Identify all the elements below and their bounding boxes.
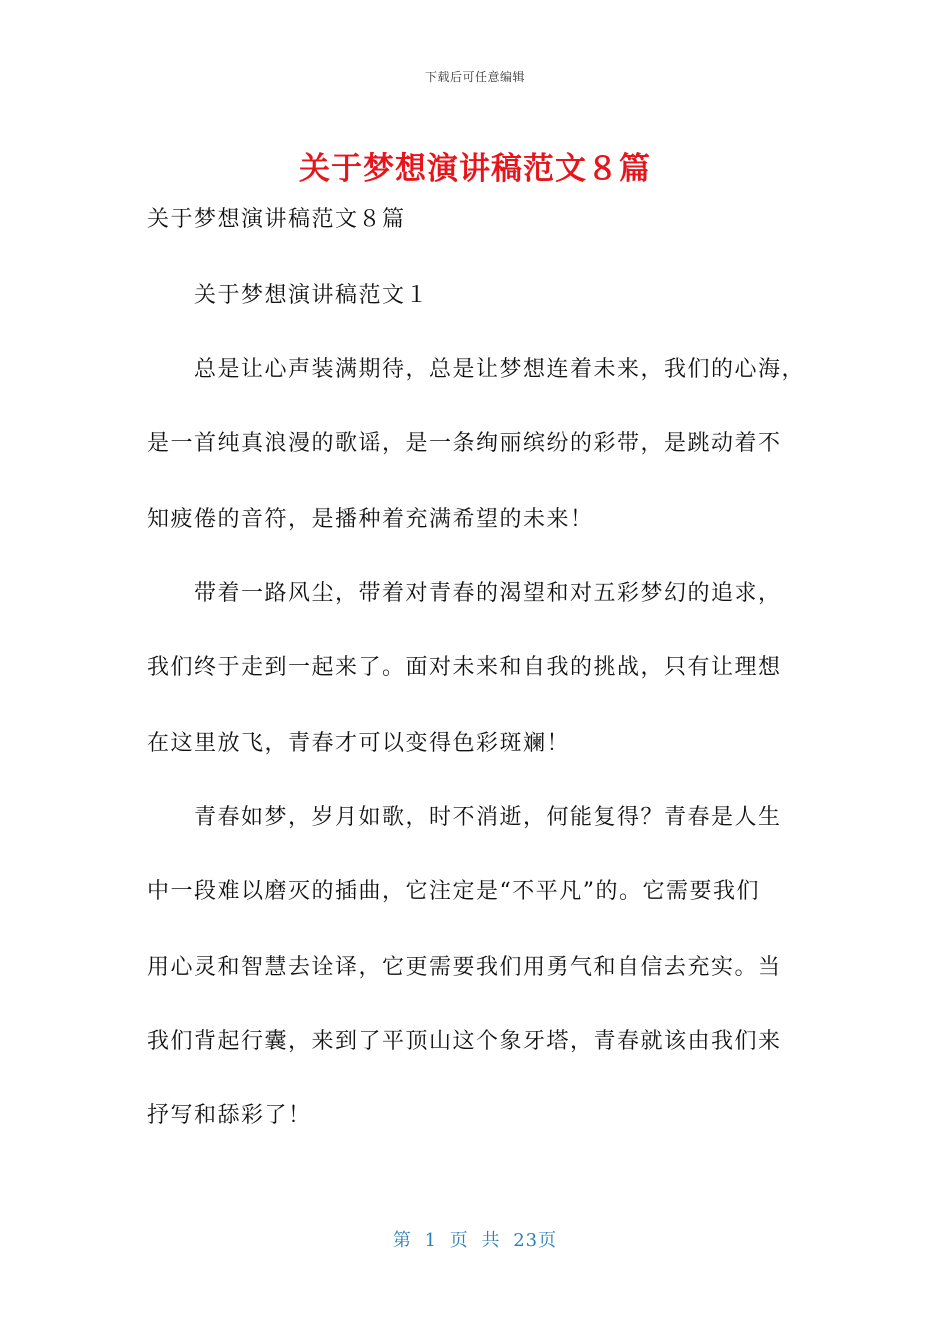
paragraph-line: 是一首纯真浪漫的歌谣，是一条绚丽缤纷的彩带，是跳动着不: [147, 431, 782, 456]
paragraph-line: 我们终于走到一起来了。面对未来和自我的挑战，只有让理想: [147, 655, 782, 680]
page-footer: 第 1 页 共 23页: [392, 1230, 558, 1251]
paragraph-line: 用心灵和智慧去诠译，它更需要我们用勇气和自信去充实。当: [147, 955, 782, 980]
paragraph-line: 在这里放飞，青春才可以变得色彩斑斓！: [147, 731, 571, 756]
paragraph-line: 总是让心声装满期待，总是让梦想连着未来，我们的心海，: [194, 357, 806, 382]
paragraph-line: 带着一路风尘，带着对青春的渴望和对五彩梦幻的追求，: [194, 581, 782, 606]
paragraph-line: 我们背起行囊，来到了平顶山这个象牙塔，青春就该由我们来: [147, 1029, 782, 1054]
paragraph-line: 青春如梦，岁月如歌，时不消逝，何能复得？青春是人生: [194, 805, 782, 830]
section-heading: 关于梦想演讲稿范文１: [194, 283, 430, 308]
document-title: 关于梦想演讲稿范文８篇: [299, 151, 651, 187]
paragraph-line: 中一段难以磨灭的插曲，它注定是“不平凡”的。它需要我们: [147, 879, 760, 904]
paragraph-line: 抒写和舔彩了！: [147, 1103, 312, 1128]
paragraph-line: 知疲倦的音符，是播种着充满希望的未来！: [147, 507, 594, 532]
header-note: 下载后可任意编辑: [424, 70, 525, 84]
subtitle-line: 关于梦想演讲稿范文８篇: [147, 207, 406, 232]
